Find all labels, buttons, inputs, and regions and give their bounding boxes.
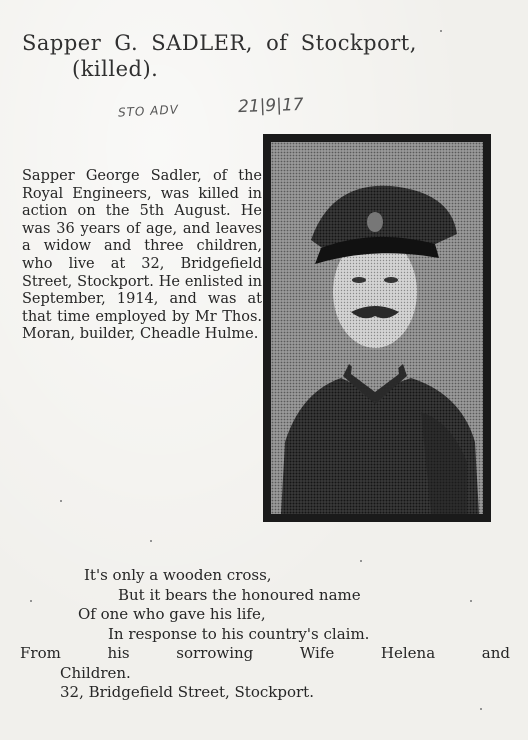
poem-line-1: It's only a wooden cross, [84, 566, 272, 584]
poem-line-6: Children. [60, 663, 131, 682]
poem-line-3: Of one who gave his life, [78, 605, 266, 623]
poem-line-2: But it bears the honoured name [118, 585, 361, 604]
handwritten-date-note: 21|9|17 [237, 94, 304, 118]
print-speck [150, 540, 152, 542]
article-text: Sapper George Sadler, of the Royal Engineers, was killed in action on the 5th August. He was 36 years of age, and leaves a widow and three children, who live at 32, Bridgefield Street, Stockport. He enlisted in September, 1914, and was at that time employed by Mr Thos. Moran, builder, Cheadle Hulme. [22, 168, 262, 343]
poem-line-5: From his sorrowing Wife Helena and [20, 644, 510, 662]
print-speck [30, 600, 32, 602]
print-speck [470, 600, 472, 602]
headline-line-1: Sapper G. SADLER, of Stockport, [22, 31, 417, 55]
print-speck [440, 30, 442, 32]
poem-line-4: In response to his country's claim. [108, 624, 370, 643]
headline [22, 30, 502, 82]
portrait-image [271, 142, 483, 514]
headline-line-2: (killed). [72, 57, 159, 81]
poem-address-line: 32, Bridgefield Street, Stockport. [60, 683, 314, 701]
soldier-portrait-photo [263, 134, 491, 522]
obituary-article [22, 168, 262, 344]
print-speck [60, 500, 62, 502]
memorial-poem [20, 566, 510, 703]
handwritten-source-note: STO ADV [117, 102, 180, 120]
print-speck [480, 708, 482, 710]
print-speck [360, 560, 362, 562]
